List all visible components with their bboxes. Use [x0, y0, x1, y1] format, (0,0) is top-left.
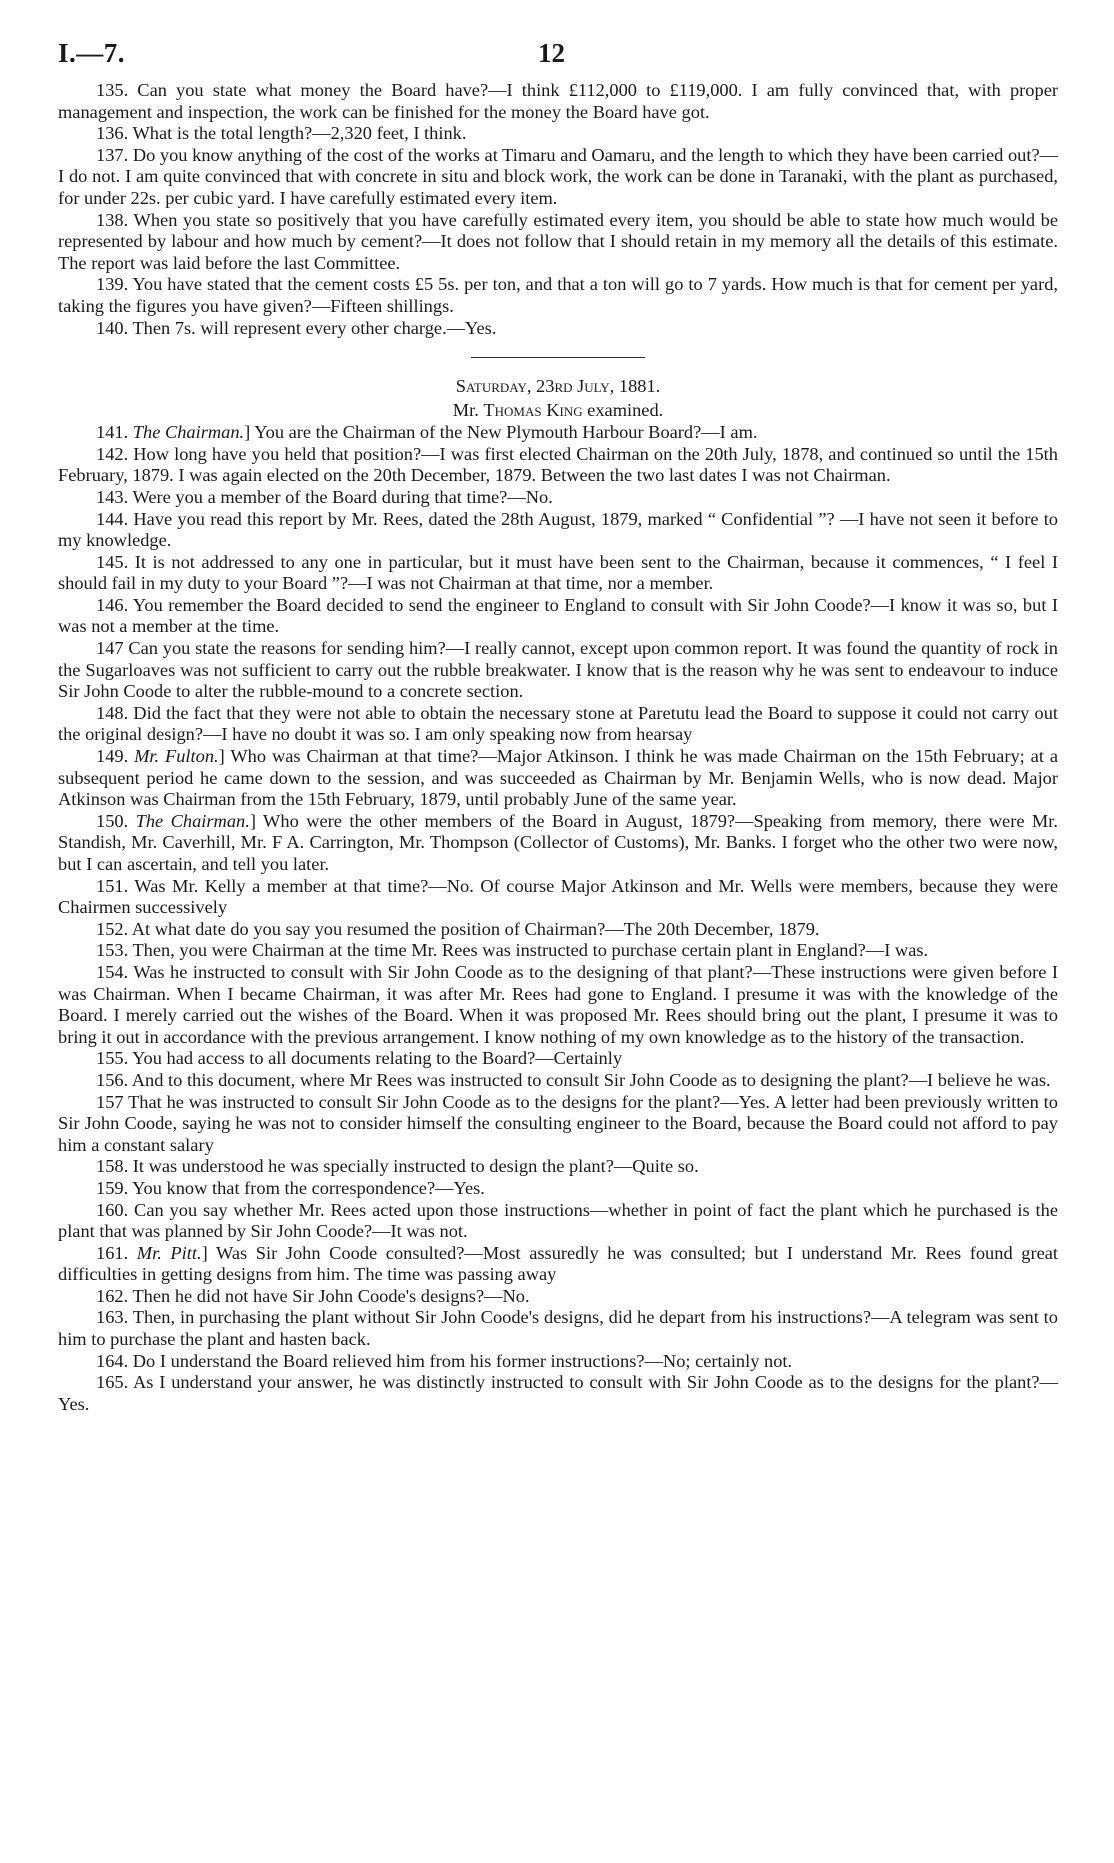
testimony-paragraph: 157 That he was instructed to consult Sir John Coode as to the designs for the plant?—Yes. A letter had been previously written to Sir John Coode, saying he was not to consider himself the consulting engineer to the Board, because the Board could not afford to pay him a constant salary [58, 1091, 1058, 1155]
paragraph-text: ] Was Sir John Coode consulted?—Most assuredly he was consulted; but I understand Mr. Rees found great difficulties in getting designs from him. The time was passing away [58, 1242, 1058, 1285]
witness-heading [58, 398, 1058, 422]
testimony-paragraph: 165. As I understand your answer, he was distinctly instructed to consult with Sir John Coode as to the designs for the plant?—Yes. [58, 1372, 1058, 1414]
testimony-paragraph: 144. Have you read this report by Mr. Rees, dated the 28th August, 1879, marked “ Confidential ”? —I have not seen it before to my knowledge. [58, 508, 1058, 551]
page-number: 12 [538, 38, 565, 68]
testimony-paragraph [58, 422, 1058, 444]
section-divider [471, 357, 645, 358]
testimony-paragraph: 147 Can you state the reasons for sending him?—I really cannot, except upon common report. It was found the quantity of rock in the Sugarloaves was not sufficient to carry out the rubble breakwater. I know that is the reason why he was sent to endeavour to induce Sir John Coode to alter the rubble-mound to a concrete section. [58, 638, 1058, 702]
testimony-paragraph: 143. Were you a member of the Board during that time?—No. [96, 486, 553, 507]
document-page [58, 38, 1058, 1415]
testimony-paragraph: 136. What is the total length?—2,320 feet, I think. [96, 123, 467, 144]
testimony-after-session [58, 422, 1058, 1415]
question-number: 149. [96, 746, 135, 767]
testimony-paragraph: 151. Was Mr. Kelly a member at that time?—No. Of course Major Atkinson and Mr. Wells were members, because they were Chairmen successively [58, 875, 1058, 918]
session-date: Saturday, 23rd July, 1881. [455, 376, 661, 397]
testimony-paragraph: 148. Did the fact that they were not able to obtain the necessary stone at Paretutu lead the Board to suppose it could not carry out the original design?—I have no doubt it was so. I am only speaking now from hearsay [58, 702, 1058, 745]
testimony-paragraph: 159. You know that from the correspondence?—Yes. [96, 1177, 485, 1198]
testimony-paragraph: 146. You remember the Board decided to send the engineer to England to consult with Sir John Coode?—I know it was so, but I was not a member at the time. [58, 594, 1058, 637]
testimony-paragraph [58, 746, 1058, 811]
testimony-paragraph: 158. It was understood he was specially instructed to design the plant?—Quite so. [96, 1156, 699, 1177]
testimony-paragraph: 155. You had access to all documents relating to the Board?—Certainly [96, 1048, 623, 1069]
document-reference: I.—7. [58, 38, 126, 68]
testimony-paragraph: 137. Do you know anything of the cost of the works at Timaru and Oamaru, and the length to which they have been carried out?—I do not. I am quite convinced that with concrete in situ and block work, the work can be done in Taranaki, with the plant as purchased, for under 22s. per cubic yard. I have carefully estimated every item. [58, 144, 1058, 208]
testimony-paragraph: 154. Was he instructed to consult with Sir John Coode as to the designing of that plant?—These instructions were given before I was Chairman. When I became Chairman, it was after Mr. Rees had gone to England. I presume it was with the knowledge of the Board. I merely carried out the wishes of the Board. When it was proposed Mr. Rees should bring out the plant, I presume it was to bring it out in accordance with the previous arrangement. I know nothing of my own knowledge as to the history of the transaction. [58, 961, 1058, 1047]
witness-name: Thomas King [483, 400, 583, 421]
testimony-paragraph: 139. You have stated that the cement costs £5 5s. per ton, and that a ton will go to 7 yards. How much is that for cement per yard, taking the figures you have given?—Fifteen shillings. [58, 274, 1058, 316]
page-header [58, 38, 1058, 80]
testimony-paragraph: 153. Then, you were Chairman at the time Mr. Rees was instructed to purchase certain plant in England?—I was. [96, 940, 929, 961]
testimony-paragraph: 152. At what date do you say you resumed the position of Chairman?—The 20th December, 1879. [96, 918, 820, 939]
testimony-paragraph: 142. How long have you held that position?—I was first elected Chairman on the 20th July, 1878, and continued so until the 15th February, 1879. I was again elected on the 20th December, 1879. Between the two last dates I was not Chairman. [58, 443, 1058, 486]
testimony-paragraph: 140. Then 7s. will represent every other charge.—Yes. [96, 317, 497, 338]
paragraph-text: ] You are the Chairman of the New Plymouth Harbour Board?—I am. [244, 422, 758, 443]
testimony-before-session [58, 80, 1058, 339]
witness-prefix: Mr. [452, 400, 484, 421]
testimony-paragraph: 160. Can you say whether Mr. Rees acted upon those instructions—whether in point of fact the plant which he purchased is the plant that was planned by Sir John Coode?—It was not. [58, 1199, 1058, 1242]
paragraph-text: ] Who was Chairman at that time?—Major Atkinson. I think he was made Chairman on the 15th February; at a subsequent period he came down to the session, and was succeeded as Chairman by Mr. Benjamin Wells, who is now dead. Major Atkinson was Chairman from the 15th February, 1879, until probably June of the same year. [58, 746, 1058, 810]
testimony-paragraph: 138. When you state so positively that you have carefully estimated every item, you should be able to state how much would be represented by labour and how much by cement?—It does not follow that I should retain in my memory all the details of this estimate. The report was laid before the last Committee. [58, 209, 1058, 273]
question-number: 150. [96, 810, 136, 831]
testimony-paragraph: 164. Do I understand the Board relieved him from his former instructions?—No; certainly not. [96, 1350, 793, 1371]
question-number: 161. [96, 1242, 137, 1263]
testimony-paragraph: 163. Then, in purchasing the plant without Sir John Coode's designs, did he depart from his instructions?—A telegram was sent to him to purchase the plant and hasten back. [58, 1307, 1058, 1350]
speaker-name: Mr. Fulton. [134, 746, 219, 767]
speaker-name: The Chairman. [135, 810, 250, 831]
speaker-name: Mr. Pitt. [136, 1242, 202, 1263]
testimony-paragraph [58, 1243, 1058, 1286]
question-number: 141. [96, 422, 133, 443]
testimony-paragraph [58, 811, 1058, 876]
paragraph-text: ] Who were the other members of the Board in August, 1879?—Speaking from memory, there were Mr. Standish, Mr. Caverhill, Mr. F A. Carrington, Mr. Thompson (Collector of Customs), Mr. Banks. I forget who the other two were now, but I can ascertain, and tell you later. [58, 810, 1058, 874]
testimony-paragraph: 135. Can you state what money the Board have?—I think £112,000 to £119,000. I am fully convinced that, with proper management and inspection, the work can be finished for the money the Board have got. [58, 80, 1058, 122]
speaker-name: The Chairman. [132, 422, 245, 443]
testimony-paragraph: 156. And to this document, where Mr Rees was instructed to consult Sir John Coode as to designing the plant?—I believe he was. [96, 1069, 1051, 1090]
testimony-paragraph: 145. It is not addressed to any one in particular, but it must have been sent to the Chairman, because it commences, “ I feel I should fail in my duty to your Board ”?—I was not Chairman at that time, nor a member. [58, 551, 1058, 594]
testimony-paragraph: 162. Then he did not have Sir John Coode's designs?—No. [96, 1285, 530, 1306]
witness-suffix: examined. [582, 400, 664, 421]
